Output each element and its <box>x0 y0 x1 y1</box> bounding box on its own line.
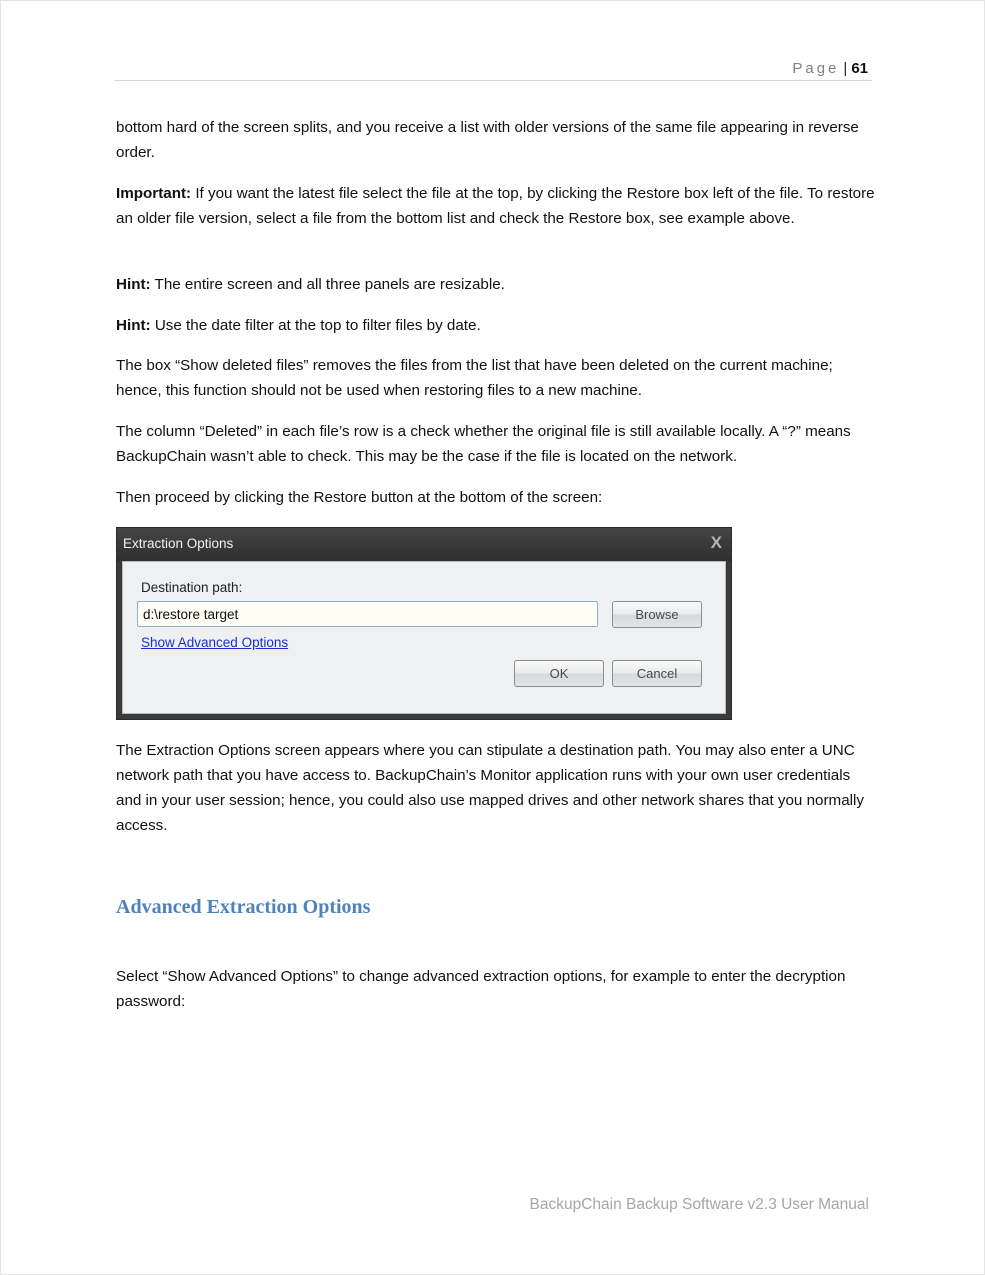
hint-label: Hint: <box>116 317 151 334</box>
important-label: Important: <box>116 185 192 202</box>
page-separator: | <box>843 60 848 77</box>
close-icon[interactable]: X <box>710 533 722 552</box>
page-number-label <box>792 60 868 77</box>
hint-label: Hint: <box>116 276 151 293</box>
paragraph-hint-resizable <box>116 272 876 297</box>
paragraph-show-deleted: The box “Show deleted files” removes the files from the list that have been deleted on the current machine; hence, this function should not be used when restoring files to a new machine. <box>116 357 833 399</box>
paragraph-show-advanced: Select “Show Advanced Options” to change advanced extraction options, for example to enter the decryption password: <box>116 968 846 1010</box>
page-header <box>114 58 872 81</box>
paragraph-older-versions: bottom hard of the screen splits, and you receive a list with older versions of the same file appearing in reverse order. <box>116 119 859 161</box>
paragraph-extraction-options: The Extraction Options screen appears where you can stipulate a destination path. You may also enter a UNC network path that you have access to. BackupChain’s Monitor application runs with your own user credentials and in your user session; hence, you could also use mapped drives and other network shares that you normally access. <box>116 742 864 834</box>
paragraph-hint-date-filter <box>116 313 876 338</box>
paragraph-important <box>116 181 876 231</box>
important-text: If you want the latest file select the file at the top, by clicking the Restore box left of the file. To restore an older file version, select a file from the bottom list and check the Restore box, see example above. <box>116 185 875 227</box>
extraction-options-dialog <box>116 527 732 720</box>
paragraph-deleted-column: The column “Deleted” in each file’s row is a check whether the original file is still available locally. A “?” means BackupChain wasn’t able to check. This may be the case if the file is located on the network. <box>116 423 851 465</box>
section-heading-advanced-extraction: Advanced Extraction Options <box>116 896 371 918</box>
page-footer: BackupChain Backup Software v2.3 User Manual <box>529 1196 869 1213</box>
show-advanced-options-link[interactable]: Show Advanced Options <box>141 635 289 650</box>
destination-path-input[interactable] <box>137 601 598 627</box>
browse-button[interactable]: Browse <box>612 601 702 628</box>
cancel-button[interactable]: Cancel <box>612 660 702 687</box>
hint-text: Use the date filter at the top to filter files by date. <box>150 317 481 334</box>
page-number: 61 <box>851 60 868 77</box>
dialog-body <box>122 561 726 714</box>
ok-button[interactable]: OK <box>514 660 604 687</box>
dialog-titlebar[interactable] <box>117 528 731 561</box>
page-word: Page <box>792 60 840 77</box>
hint-text: The entire screen and all three panels are resizable. <box>150 276 505 293</box>
dialog-title: Extraction Options <box>123 536 234 551</box>
paragraph-proceed: Then proceed by clicking the Restore button at the bottom of the screen: <box>116 489 603 506</box>
destination-path-label: Destination path: <box>141 580 243 595</box>
